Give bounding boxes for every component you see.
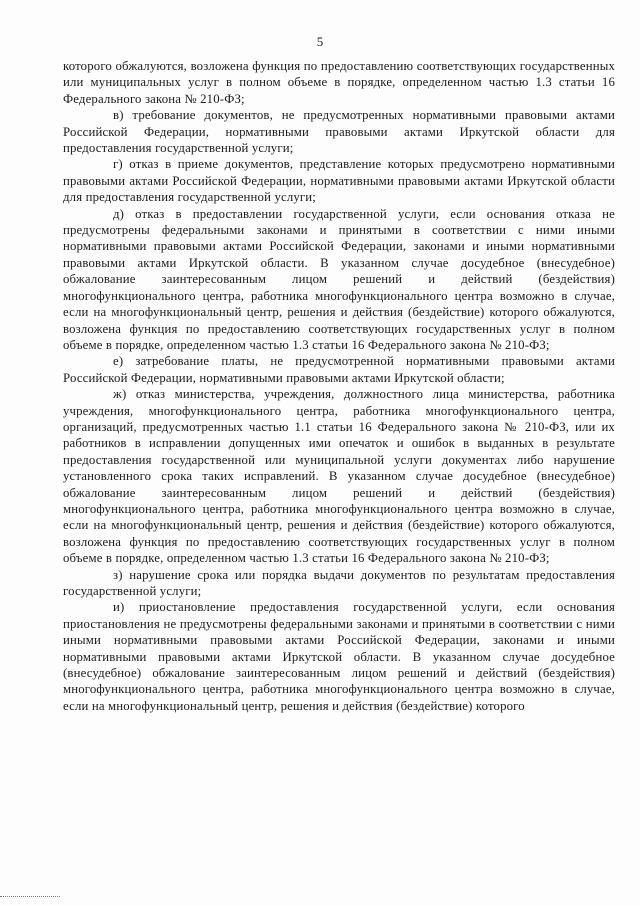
paragraph-item-zh: ж) отказ министерства, учреждения, должностного лица министерства, работника учреждения, многофункционального центра, работника многофункционального центра, организаций, предусмотренных частью 1.1 статьи 16 Федерального закона № 210-ФЗ, или их работников в исправлении допущенных ими опечаток и ошибок в выданных в результате предоставления государственной или муниципальной услуги документах либо нарушение установленного срока таких исправлений. В указанном случае досудебное (внесудебное) обжалование заинтересованным лицом решений и действий (бездействия) многофункционального центра, работника многофункционального центра возможно в случае, если на многофункциональный центр, решения и действия (бездействие) которого обжалуются, возложена функция по предоставлению соответствующих государственных услуг в полном объеме в порядке, определенном частью 1.3 статьи 16 Федерального закона № 210-ФЗ; — [63, 387, 615, 566]
paragraph-continuation: которого обжалуются, возложена функция по предоставлению соответствующих государственных или муниципальных услуг в полном объеме в порядке, определенном частью 1.3 статьи 16 Федерального закона № 210-ФЗ; — [63, 59, 615, 106]
paragraph-item-v: в) требование документов, не предусмотренных нормативными правовыми актами Российской Федерации, нормативными правовыми актами Иркутской области для предоставления государственной услуги; — [63, 108, 615, 156]
paragraph-item-i: и) приостановление предоставления государственной услуги, если основания приостановления не предусмотрены федеральными законами и принятыми в соответствии с ними иными нормативными правовыми актами Российской Федерации, законами и иными нормативными правовыми актами Иркутской области. В указанном случае досудебное (внесудебное) обжалование заинтересованным лицом решений и действий (бездействия) многофункционального центра, работника многофункционального центра возможно в случае, если на многофункциональный центр, решения и действия (бездействие) которого — [63, 600, 615, 713]
paragraph-item-e: е) затребование платы, не предусмотренной нормативными правовыми актами Российской Федерации, нормативными правовыми актами Иркутской области; — [63, 354, 615, 385]
paragraph-item-z: з) нарушение срока или порядка выдачи документов по результатам предоставления государственной услуги; — [63, 567, 615, 598]
footer-rule — [0, 896, 60, 897]
paragraph-item-d: д) отказ в предоставлении государственной услуги, если основания отказа не предусмотрены федеральными законами и принятыми в соответствии с ними иными нормативными правовыми актами Российской Федерации, законами и иными нормативными правовыми актами Иркутской области. В указанном случае досудебное (внесудебное) обжалование заинтересованным лицом решений и действий (бездействия) многофункционального центра, работника многофункционального центра возможно в случае, если на многофункциональный центр, решения и действия (бездействие) которого обжалуются, возложена функция по предоставлению соответствующих государственных услуг в полном объеме в порядке, определенном частью 1.3 статьи 16 Федерального закона № 210-ФЗ; — [63, 206, 615, 352]
paragraph-item-g: г) отказ в приеме документов, представление которых предусмотрено нормативными правовыми актами Российской Федерации, нормативными правовыми актами Иркутской области для предоставления государственной услуги; — [63, 157, 615, 205]
document-body — [63, 58, 615, 714]
page-number: 5 — [316, 34, 324, 49]
